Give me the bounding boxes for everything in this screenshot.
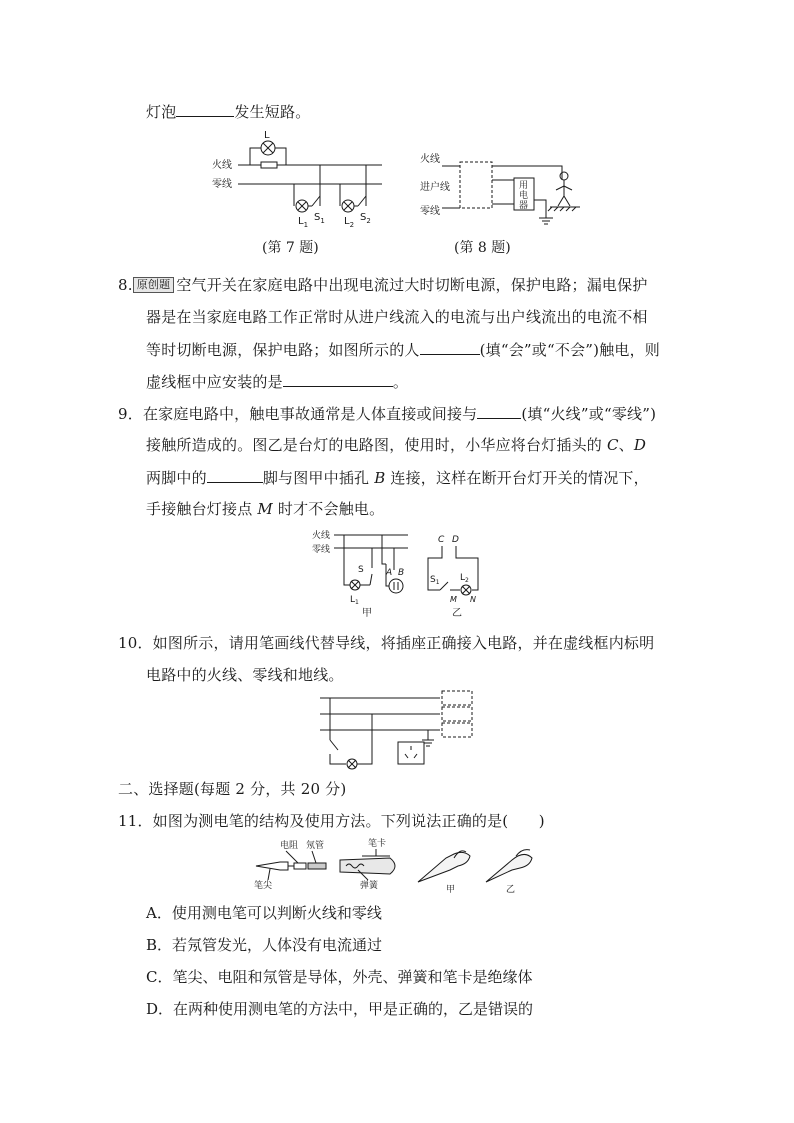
q10-line-2: 电路中的火线、零线和地线。 <box>146 666 344 684</box>
q8-original-badge: 原创题 <box>133 277 175 293</box>
q7-tail-line <box>146 100 310 123</box>
q9-var-c: C <box>606 436 619 454</box>
svg-text:L1 <box>298 216 308 229</box>
q9-text-1b: (填“火线”或“零线”) <box>521 405 657 423</box>
fig10-dashed-box-1[interactable] <box>442 691 472 705</box>
fig9-c: C <box>438 535 445 545</box>
fig11-tip: 笔尖 <box>254 881 273 891</box>
fig7-live-label: 火线 <box>212 160 232 171</box>
svg-text:L2 <box>460 573 469 584</box>
fig9-l2: L <box>460 573 466 583</box>
q8-number: 8. <box>118 276 133 294</box>
fig7-s2-sub: 2 <box>366 217 371 225</box>
fig8-live-label: 火线 <box>420 154 440 165</box>
q9-text-2a: 接触所造成的。图乙是台灯的电路图，使用时，小华应将台灯插头的 <box>146 436 607 454</box>
q11-option-a[interactable]: A．使用测电笔可以判断火线和零线 <box>146 904 382 922</box>
q7-answer-blank[interactable] <box>176 100 234 117</box>
q8-text-1: 空气开关在家庭电路中出现电流过大时切断电源，保护电路；漏电保护 <box>176 276 648 294</box>
q10-line-1: 10．如图所示，请用笔画线代替导线，将插座正确接入电路，并在虚线框内标明 <box>118 634 655 652</box>
fig9-jia: 甲 <box>362 608 372 619</box>
q9-text-4a: 手接触台灯接点 <box>146 500 258 518</box>
svg-text:S1 <box>314 212 325 225</box>
fig10-dashed-box-3[interactable] <box>442 723 472 737</box>
fig10-socket-icon <box>398 742 424 764</box>
q7-tail-pre: 灯泡 <box>146 103 177 121</box>
fig11-resistor: 电阻 <box>280 841 299 851</box>
fig9-live-label: 火线 <box>312 531 331 541</box>
fig7-caption: (第 7 题) <box>262 240 319 256</box>
q11-option-c[interactable]: C．笔尖、电阻和氖管是导体，外壳、弹簧和笔卡是绝缘体 <box>146 968 533 986</box>
figure-9 <box>310 530 490 622</box>
fig8-dashed-box <box>460 162 492 208</box>
fig8-caption: (第 8 题) <box>454 240 511 256</box>
figure-10 <box>316 688 478 770</box>
fig11-pen-body-icon <box>340 858 395 874</box>
q8-answer-blank-1[interactable] <box>420 338 480 355</box>
fig8-appliance-2: 电 <box>519 191 529 201</box>
fig9-s1-sub: 1 <box>435 579 440 586</box>
fig9-n: N <box>470 595 476 604</box>
q7-tail-post: 发生短路。 <box>234 103 311 121</box>
svg-text:S2 <box>360 212 371 225</box>
q9-text-3a: 两脚中的 <box>146 469 207 487</box>
q9-line-2 <box>146 434 646 456</box>
fig7-l2-sub: 2 <box>349 221 355 229</box>
q11-option-b[interactable]: B．若氖管发光，人体没有电流通过 <box>146 936 383 954</box>
fig11-tube: 氖管 <box>306 841 325 851</box>
q11-option-d[interactable]: D．在两种使用测电笔的方法中，甲是正确的，乙是错误的 <box>146 1000 534 1018</box>
fig9-yi: 乙 <box>452 608 462 619</box>
q8-line-2: 器是在当家庭电路工作正常时从进户线流入的电流与出户线流出的电流不相 <box>146 308 648 326</box>
q9-text-4b: 时才不会触电。 <box>272 500 385 518</box>
fig11-clip: 笔卡 <box>368 839 387 849</box>
q9-var-b: B <box>374 469 386 487</box>
q8-answer-blank-2[interactable] <box>283 370 393 387</box>
svg-text:S1 <box>430 575 440 586</box>
q9-text-1a: 9．在家庭电路中，触电事故通常是人体直接或间接与 <box>118 405 478 423</box>
fig10-dashed-box-2[interactable] <box>442 707 472 721</box>
fig11-yi: 乙 <box>506 885 516 894</box>
fig7-lamp-label: L <box>264 130 270 141</box>
q11-stem: 11．如图为测电笔的结构及使用方法。下列说法正确的是( ) <box>118 812 545 830</box>
q9-sep: 、 <box>618 436 634 454</box>
figure-7 <box>206 130 386 230</box>
fig9-m: M <box>450 595 457 604</box>
q8-text-4b: 。 <box>392 373 409 391</box>
q9-answer-blank-2[interactable] <box>207 466 263 483</box>
figure-11 <box>250 836 540 894</box>
q9-text-3b: 脚与图甲中插孔 <box>262 469 375 487</box>
fig9-l1: L <box>350 595 356 605</box>
q9-answer-blank-1[interactable] <box>477 402 521 419</box>
fig7-l2: L <box>344 216 350 227</box>
fig11-spring: 弹簧 <box>360 881 379 891</box>
fig7-neutral-label: 零线 <box>212 179 232 190</box>
fig11-pen-tip-icon <box>256 862 288 870</box>
fig8-person-icon <box>560 172 568 180</box>
q8-text-3b: (填“会”或“不会”)触电，则 <box>479 341 660 359</box>
fig7-s1: S <box>314 212 321 223</box>
q8-text-3a: 等时切断电源，保护电路；如图所示的人 <box>146 341 420 359</box>
fig7-l1: L <box>298 216 304 227</box>
q8-line-1 <box>118 274 648 296</box>
fig7-l1-sub: 1 <box>303 221 309 229</box>
fig9-a: A <box>386 568 393 578</box>
figure-8 <box>418 150 588 232</box>
fig9-l1-sub: 1 <box>355 599 359 606</box>
q9-line-1 <box>118 402 656 425</box>
fig9-d: D <box>452 535 459 545</box>
svg-text:L1 <box>350 595 359 606</box>
fig7-s2: S <box>360 212 367 223</box>
fig8-appliance-3: 器 <box>519 201 529 211</box>
svg-text:L2 <box>344 216 354 229</box>
section-2-heading: 二、选择题(每题 2 分，共 20 分) <box>118 780 347 798</box>
fig9-s: S <box>358 565 364 575</box>
fig9-b: B <box>398 568 405 578</box>
fig11-jia: 甲 <box>446 885 456 894</box>
fig11-hand-jia-icon <box>418 852 470 882</box>
fig8-neutral-label: 零线 <box>420 206 440 217</box>
fig9-neutral-label: 零线 <box>312 545 331 555</box>
q9-var-m: M <box>257 500 273 518</box>
fig9-l2-sub: 2 <box>465 577 469 584</box>
q8-text-4a: 虚线框中应安装的是 <box>146 373 283 391</box>
fig11-hand-yi-icon <box>486 854 532 882</box>
fig8-entry-label: 进户线 <box>420 182 450 193</box>
q8-line-4 <box>146 370 408 393</box>
fig9-s1: S <box>430 575 436 585</box>
fig7-s1-sub: 1 <box>320 217 325 225</box>
q9-line-4 <box>146 498 384 520</box>
q9-line-3 <box>146 466 649 489</box>
fig8-appliance-1: 用 <box>519 181 529 191</box>
q8-line-3 <box>146 338 660 361</box>
q9-text-3c: 连接，这样在断开台灯开关的情况下， <box>385 469 649 487</box>
q9-var-d: D <box>633 436 647 454</box>
